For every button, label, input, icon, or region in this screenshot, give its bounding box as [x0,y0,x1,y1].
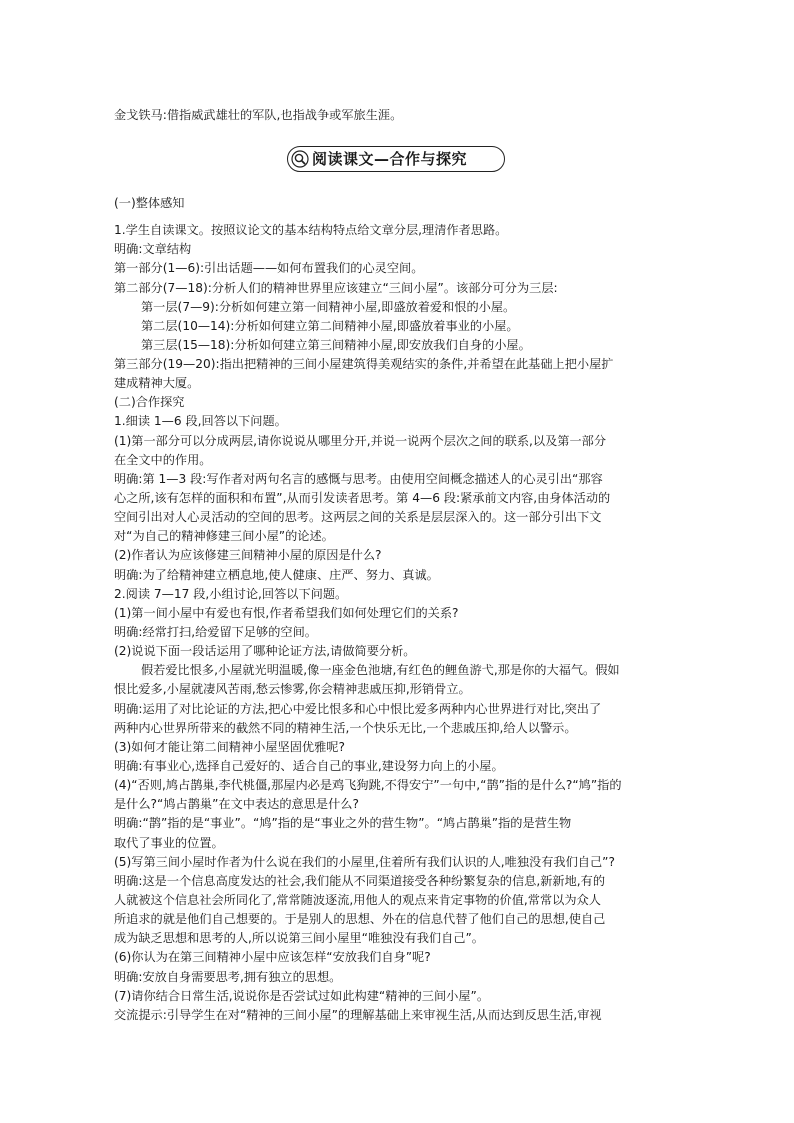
quote-line: 假若爱比恨多,小屋就光明温暖,像一座金色池塘,有红色的鲤鱼游弋,那是你的大福气。假如 [141,663,620,677]
text-line: (6)你认为在第三间精神小屋中应该怎样“安放我们自身”呢? [114,950,431,964]
subheading: (二)合作探究 [114,395,185,409]
text-line: 明确:为了给精神建立栖息地,使人健康、庄严、努力、真诚。 [114,568,439,582]
text-line: 取代了事业的位置。 [114,836,224,850]
section-heading-frame [287,146,505,172]
text-line: 明确:文章结构 [114,242,192,256]
text-line: 心之所,该有怎样的面积和布置”,从而引发读者思考。第 4—6 段:紧承前文内容,由身体活动的 [114,491,611,505]
text-line: (1)第一间小屋中有爱也有恨,作者希望我们如何处理它们的关系? [114,606,459,620]
text-line: 金戈铁马:借指威武雄壮的军队,也指战争或军旅生涯。 [114,108,403,122]
text-line: 明确:安放自身需要思考,拥有独立的思想。 [114,970,342,984]
section-heading [287,146,505,172]
text-line: 人就被这个信息社会所同化了,常常随波逐流,用他人的观点来肯定事物的价值,常常以为众人 [114,893,601,907]
text-line: 第一部分(1—6):引出话题——如何布置我们的心灵空间。 [114,261,424,275]
text-line: 2.阅读 7—17 段,小组讨论,回答以下问题。 [114,587,348,601]
text-line: 建成精神大厦。 [114,376,200,390]
text-line: 第二部分(7—18):分析人们的精神世界里应该建立“三间小屋”。该部分可分为三层: [114,281,558,295]
text-line: 所追求的就是他们自己想要的。于是别人的思想、外在的信息代替了他们自己的思想,使自己 [114,912,606,926]
text-line: 第三层(15—18):分析如何建立第三间精神小屋,即安放我们自身的小屋。 [141,338,531,352]
text-line: (2)作者认为应该修建三间精神小屋的原因是什么? [114,548,382,562]
text-line: (2)说说下面一段话运用了哪种论证方法,请做简要分析。 [114,644,416,658]
text-line: 成为缺乏思想和思考的人,所以说第三间小屋里“唯独没有我们自己”。 [114,931,484,945]
text-line: (1)第一部分可以分成两层,请你说说从哪里分开,并说一说两个层次之间的联系,以及第一部分 [114,434,607,448]
section-title: 阅读课文—合作与探究 [312,150,468,168]
text-line: 是什么?“鸠占鹊巢”在文中表达的意思是什么? [114,797,359,811]
text-line: 第二层(10—14):分析如何建立第二间精神小屋,即盛放着事业的小屋。 [141,319,519,333]
subheading: (一)整体感知 [114,196,185,210]
text-line: 明确:经常打扫,给爱留下足够的空间。 [114,625,317,639]
text-line: 交流提示:引导学生在对“精神的三间小屋”的理解基础上来审视生活,从而达到反思生活,审视 [114,1008,602,1022]
text-line: 空间引出对人心灵活动的空间的思考。这两层之间的关系是层层深入的。这一部分引出下文 [114,510,602,524]
text-line: 明确:“鹊”指的是“事业”。“鸠”指的是“事业之外的营生物”。“鸠占鹊巢”指的是营生物 [114,816,572,830]
text-line: (5)写第三间小屋时作者为什么说在我们的小屋里,住着所有我们认识的人,唯独没有我们自己”? [114,855,615,869]
text-line: (3)如何才能让第二间精神小屋坚固优雅呢? [114,740,345,754]
magnifier-icon [291,150,309,168]
text-line: (7)请你结合日常生活,说说你是否尝试过如此构建“精神的三间小屋”。 [114,989,490,1003]
text-line: 明确:有事业心,选择自己爱好的、适合自己的事业,建设努力向上的小屋。 [114,759,504,773]
text-line: 明确:第 1—3 段:写作者对两句名言的感慨与思考。由使用空间概念描述人的心灵引出“那容 [114,472,603,486]
text-line: 第一层(7—9):分析如何建立第一间精神小屋,即盛放着爱和恨的小屋。 [141,300,516,314]
text-line: 明确:运用了对比论证的方法,把心中爱比恨多和心中恨比爱多两种内心世界进行对比,突出了 [114,702,602,716]
text-line: 第三部分(19—20):指出把精神的三间小屋建筑得美观结实的条件,并希望在此基础上把小屋扩 [114,357,614,371]
quote-line: 恨比爱多,小屋就凄风苦雨,愁云惨雾,你会精神悲戚压抑,形销骨立。 [114,682,471,696]
text-line: 明确:这是一个信息高度发达的社会,我们能从不同渠道接受各种纷繁复杂的信息,新新地,有的 [114,874,606,888]
text-line: 对“为自己的精神修建三间小屋”的论述。 [114,529,334,543]
text-line: 两种内心世界所带来的截然不同的精神生活,一个快乐无比,一个悲戚压抑,给人以警示。 [114,721,577,735]
text-line: 1.学生自读课文。按照议论文的基本结构特点给文章分层,理清作者思路。 [114,223,508,237]
text-line: 在全文中的作用。 [114,453,212,467]
text-line: 1.细读 1—6 段,回答以下问题。 [114,414,287,428]
text-line: (4)“否则,鸠占鹊巢,李代桃僵,那屋内必是鸡飞狗跳,不得安宁”一句中,“鹊”指的是什么?“鸠”指的 [114,778,622,792]
